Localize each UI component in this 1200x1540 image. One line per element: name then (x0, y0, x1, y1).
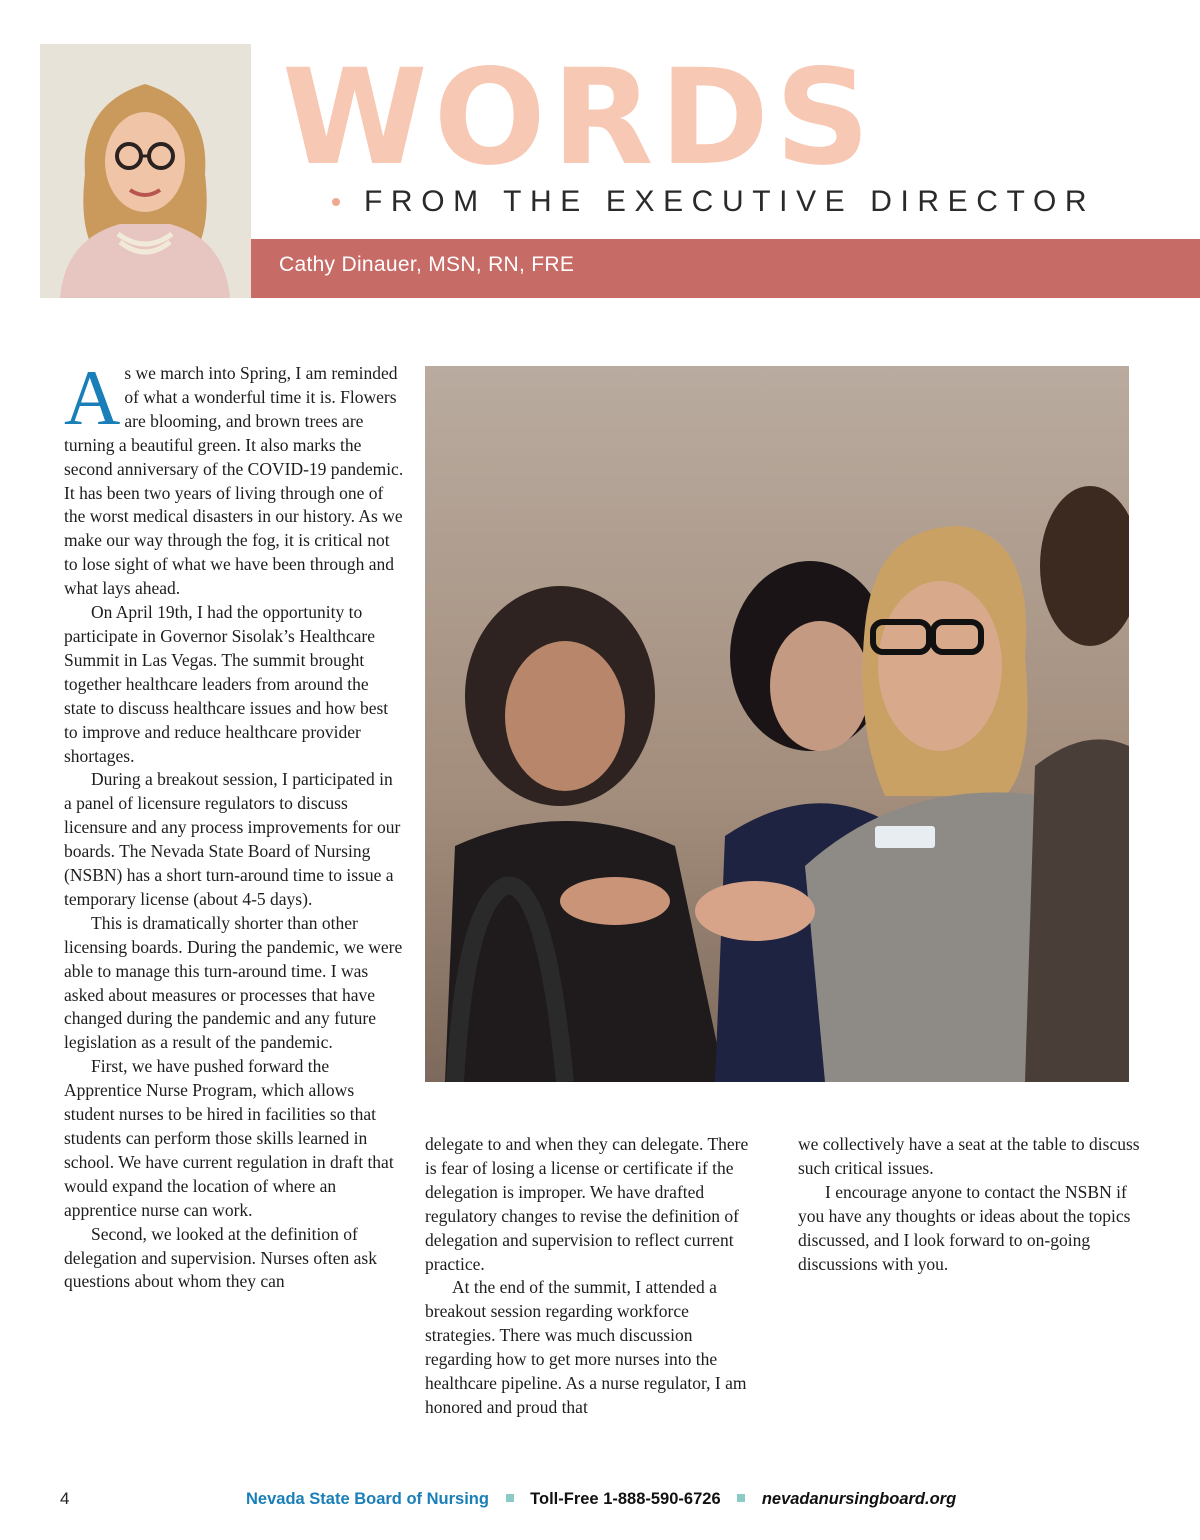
page-footer (0, 1488, 1200, 1516)
article-paragraph: we collectively have a seat at the table to discuss such critical issues. (798, 1134, 1140, 1178)
square-separator-icon (506, 1494, 514, 1502)
article-paragraph: First, we have pushed forward the Apprentice Nurse Program, which allows student nurses to be hired in facilities so that students can perform those skills learned in school. We have current regulation in draft that would expand the location of where an apprentice nurse can work. (64, 1056, 394, 1220)
article-paragraph: On April 19th, I had the opportunity to participate in Governor Sisolak’s Healthcare Summit in Las Vegas. The summit brought together healthcare leaders from around the state to discuss healthcare issues and how best to improve and reduce healthcare provider shortages. (64, 602, 389, 766)
author-band (251, 239, 1200, 298)
footer-board-name: Nevada State Board of Nursing (246, 1490, 489, 1508)
article-paragraph: delegate to and when they can delegate. There is fear of losing a license or certificate if the delegation is improper. We have drafted regulatory changes to revise the definition of delegation and supervision to reflect current practice. (425, 1134, 749, 1274)
footer-website-link[interactable]: nevadanursingboard.org (761, 1490, 957, 1508)
panel-photo (425, 366, 1129, 1082)
article-paragraph: This is dramatically shorter than other licensing boards. During the pandemic, we were able to manage this turn-around time. I was asked about measures or processes that have changed during the pandemic and any future legislation as a result of the pandemic. (64, 912, 403, 1053)
article-column-3 (798, 1133, 1143, 1276)
header-subtitle (332, 182, 1095, 222)
panel-photo-image (425, 366, 1129, 1082)
author-portrait-image (40, 44, 251, 298)
header-big-word: WORDS (282, 41, 877, 195)
square-separator-icon (737, 1494, 745, 1502)
paragraph-text: s we march into Spring, I am reminded of what a wonderful time it is. Flowers are blooming, and brown trees are turning a beautiful green. It also marks the second anniversary of the COVID-19 pandemic. It has been two years of living through one of the worst medical disasters in our history. As we make our way through the fog, it is critical not to lose sight of what we have been through and what lays ahead. (64, 363, 404, 599)
article-paragraph: At the end of the summit, I attended a breakout session regarding workforce strategies. There was much discussion regarding how to get more nurses into the healthcare pipeline. As a nurse regulator, I am honored and proud that (425, 1277, 747, 1417)
article-paragraph: I encourage anyone to contact the NSBN if you have any thoughts or ideas about the topics discussed, and I look forward to on-going discussions with you. (798, 1181, 1131, 1274)
bullet-dot-icon (332, 198, 340, 206)
subtitle-text: FROM THE EXECUTIVE DIRECTOR (364, 185, 1096, 218)
author-portrait (40, 44, 251, 298)
author-name: Cathy Dinauer, MSN, RN, FRE (279, 253, 575, 276)
article-column-2 (425, 1133, 760, 1420)
article-paragraph: During a breakout session, I participated in a panel of licensure regulators to discuss licensure and any process improvements for our boards. The Nevada State Board of Nursing (NSBN) has a short turn-around time to issue a temporary license (about 4-5 days). (64, 769, 401, 909)
drop-cap: A (64, 354, 121, 441)
footer-contact-line (246, 1490, 956, 1509)
article-column-1 (64, 354, 404, 1294)
article-paragraph (64, 354, 404, 601)
footer-phone: Toll-Free 1-888-590-6726 (530, 1490, 721, 1508)
page-number: 4 (60, 1489, 70, 1508)
article-paragraph: Second, we looked at the definition of delegation and supervision. Nurses often ask questions about whom they can (64, 1223, 377, 1292)
